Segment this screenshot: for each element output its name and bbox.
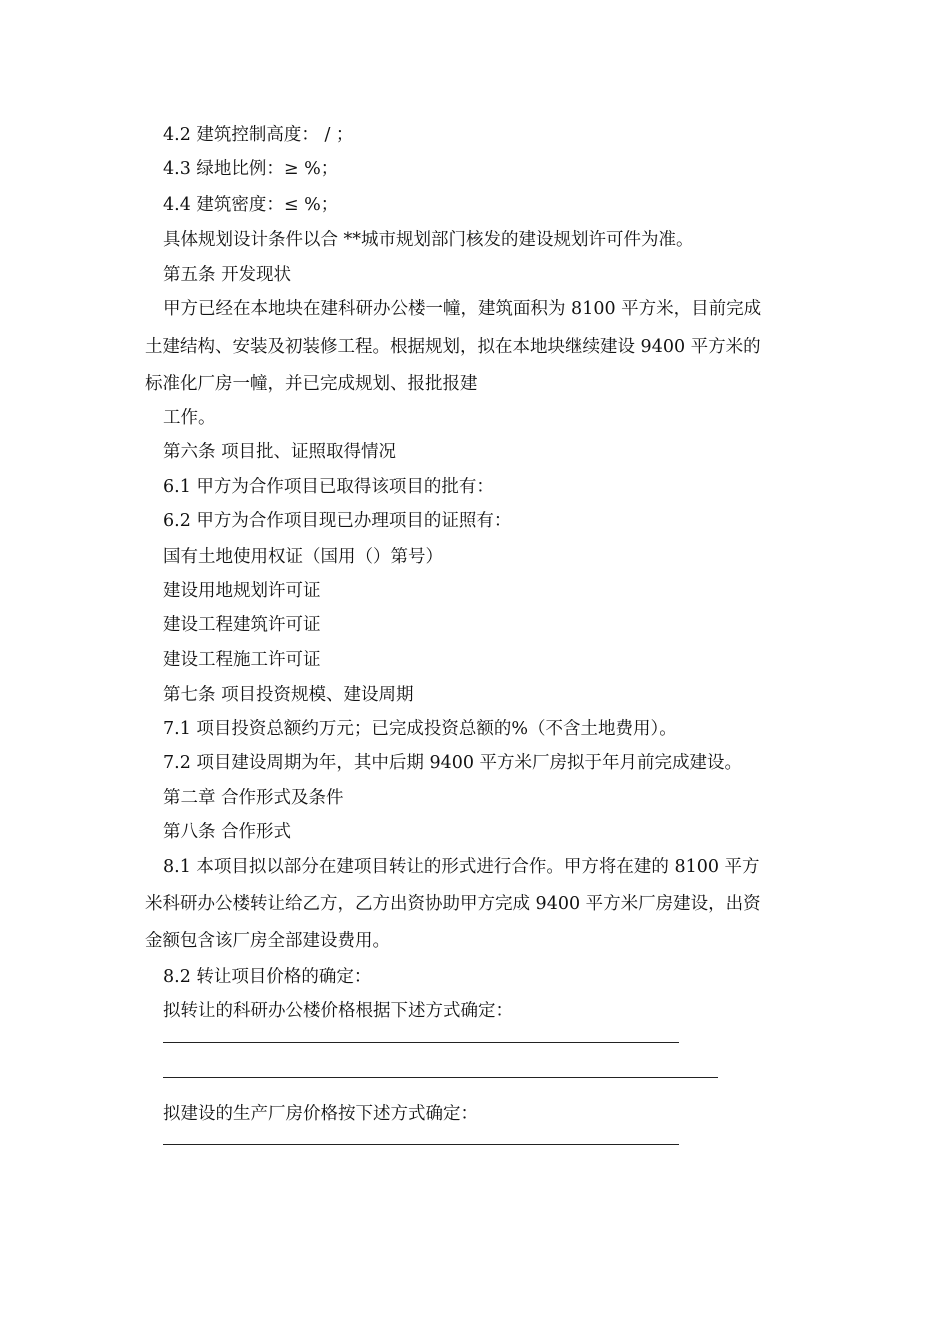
chapter-2-heading: 第二章 合作形式及条件: [163, 788, 344, 808]
clause-7-2: 7.2 项目建设周期为年，其中后期 9400 平方米厂房拟于年月前完成建设。: [163, 753, 743, 773]
article-6-heading: 第六条 项目批、证照取得情况: [163, 442, 397, 462]
clause-6-1: 6.1 甲方为合作项目已取得该项目的批有：: [163, 477, 494, 497]
planning-note: 具体规划设计条件以合 **城市规划部门核发的建设规划许可件为准。: [163, 230, 694, 250]
building-permit: 建设工程建筑许可证: [163, 615, 321, 635]
land-use-certificate: 国有土地使用权证（国用（）第号）: [163, 547, 443, 567]
office-price-method: 拟转让的科研办公楼价格根据下述方式确定：: [163, 1001, 513, 1021]
clause-4-4: 4.4 建筑密度：≤ %；: [163, 195, 339, 215]
article-7-heading: 第七条 项目投资规模、建设周期: [163, 685, 414, 705]
clause-8-1-line-1: 8.1 本项目拟以部分在建项目转让的形式进行合作。甲方将在建的 8100 平方: [163, 857, 760, 877]
fill-in-blank-line: [163, 1077, 718, 1078]
article-5-text-line-2: 土建结构、安装及初装修工程。根据规划，拟在本地块继续建设 9400 平方米的: [145, 337, 761, 357]
article-5-text-line-4: 工作。: [163, 408, 216, 428]
clause-7-1: 7.1 项目投资总额约万元；已完成投资总额的%（不含土地费用）。: [163, 719, 677, 739]
clause-8-2: 8.2 转让项目价格的确定：: [163, 967, 372, 987]
factory-price-method: 拟建设的生产厂房价格按下述方式确定：: [163, 1104, 478, 1124]
article-5-heading: 第五条 开发现状: [163, 265, 292, 285]
construction-permit: 建设工程施工许可证: [163, 650, 321, 670]
clause-6-2: 6.2 甲方为合作项目现已办理项目的证照有：: [163, 511, 512, 531]
clause-4-2: 4.2 建筑控制高度： / ；: [163, 125, 354, 145]
fill-in-blank-line: [163, 1144, 679, 1145]
clause-8-1-line-3: 金额包含该厂房全部建设费用。: [145, 931, 390, 951]
clause-8-1-line-2: 米科研办公楼转让给乙方，乙方出资协助甲方完成 9400 平方米厂房建设，出资: [145, 894, 761, 914]
clause-4-3: 4.3 绿地比例：≥ %；: [163, 159, 339, 179]
fill-in-blank-line: [163, 1042, 679, 1043]
article-8-heading: 第八条 合作形式: [163, 822, 292, 842]
article-5-text-line-1: 甲方已经在本地块在建科研办公楼一幢，建筑面积为 8100 平方米，目前完成: [163, 299, 762, 319]
land-planning-permit: 建设用地规划许可证: [163, 581, 321, 601]
article-5-text-line-3: 标准化厂房一幢，并已完成规划、报批报建: [145, 374, 478, 394]
